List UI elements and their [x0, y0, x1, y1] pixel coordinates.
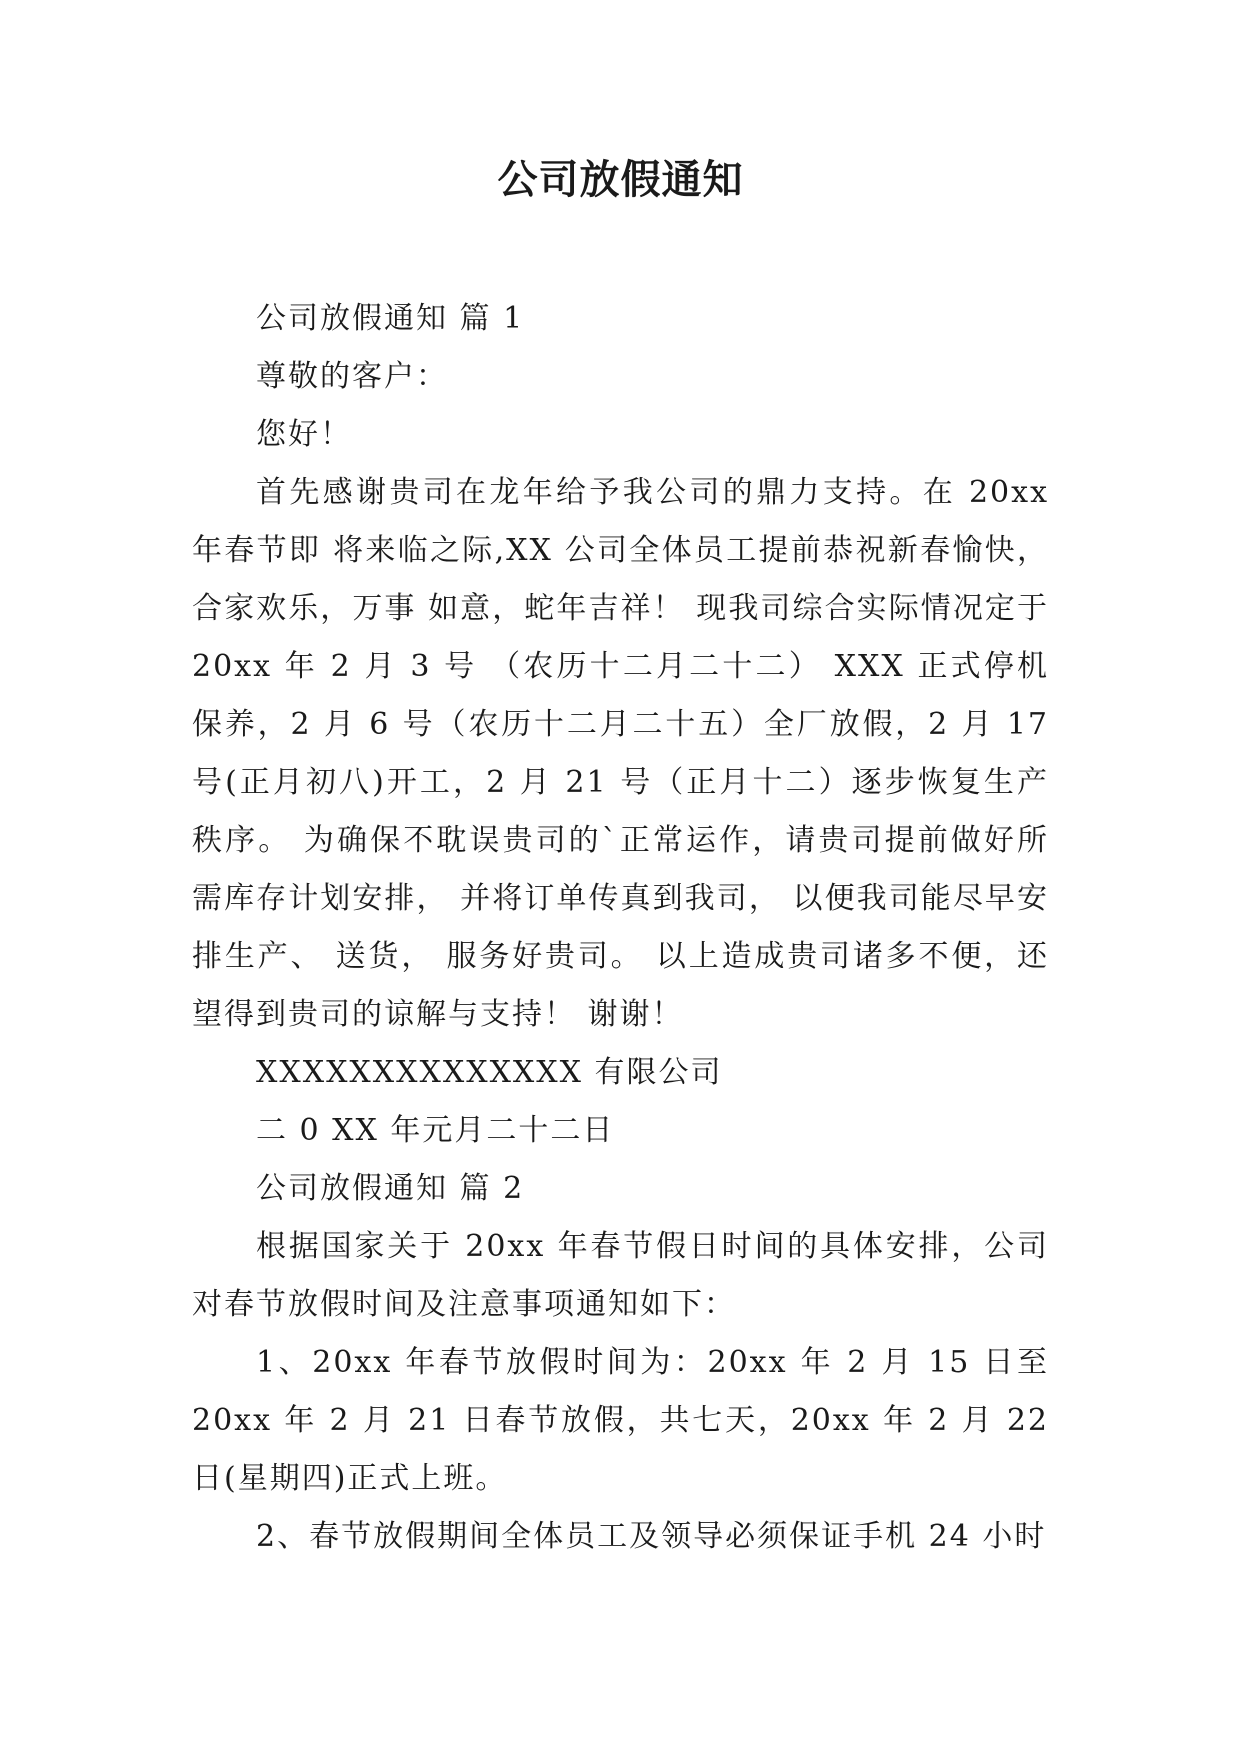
- document-title: 公司放假通知: [497, 157, 744, 203]
- greeting: 您好！: [256, 417, 352, 452]
- section-heading-2: 公司放假通知 篇 2: [256, 1171, 525, 1206]
- section-heading-1: 公司放假通知 篇 1: [256, 301, 525, 336]
- body-paragraph-notice: 首先感谢贵司在龙年给予我公司的鼎力支持。在 20xx 年春节即 将来临之际,XX 公司全体员工提前恭祝新春愉快，合家欢乐，万事 如意，蛇年吉祥！ 现我司综合实际情况定于 20xx 年 2 月 3 号 （农历十二月二十二） XXX 正式停机保养，2 月 6 号（农历十二月二十五）全厂放假，2 月 17 号(正月初八)开工，2 月 21 号（正月十二）逐步恢复生产秩序。 为确保不耽误贵司的`正常运作，请贵司提前做好所需库存计划安排， 并将订单传真到我司， 以便我司能尽早安排生产、 送货， 服务好贵司。 以上造成贵司诸多不便，还望得到贵司的谅解与支持！ 谢谢！: [192, 475, 1049, 1032]
- body-paragraph-item-2: 2、春节放假期间全体员工及领导必须保证手机 24 小时: [256, 1519, 1047, 1554]
- body-paragraph-item-1: 1、20xx 年春节放假时间为：20xx 年 2 月 15 日至 20xx 年 2 月 21 日春节放假，共七天，20xx 年 2 月 22 日(星期四)正式上班。: [192, 1345, 1049, 1496]
- company-signature: XXXXXXXXXXXXXX 有限公司: [256, 1055, 723, 1090]
- signature-date: 二 0 XX 年元月二十二日: [256, 1113, 615, 1148]
- salutation: 尊敬的客户：: [256, 359, 448, 394]
- document-body: [192, 290, 1049, 1566]
- body-paragraph-intro: 根据国家关于 20xx 年春节假日时间的具体安排，公司对春节放假时间及注意事项通知如下：: [192, 1229, 1049, 1322]
